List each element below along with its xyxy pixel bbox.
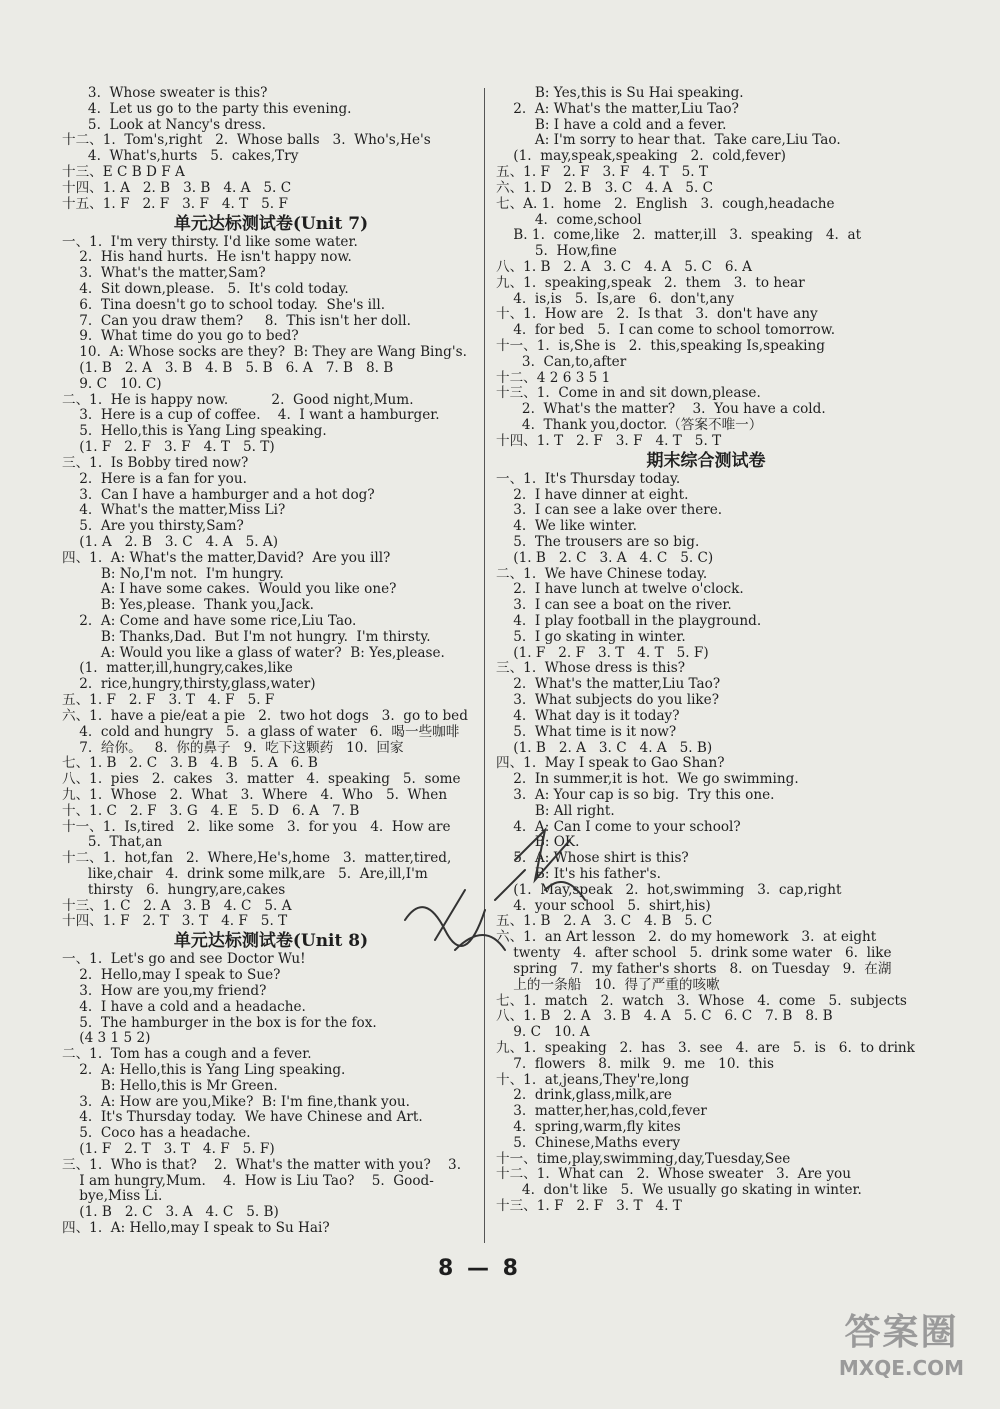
answer-line: 四、1. May I speak to Gao Shan? <box>496 755 725 772</box>
answer-line: 5. That,an <box>62 834 163 851</box>
answer-line: 3. How are you,my friend? <box>62 982 267 999</box>
answer-line: (1. May,speak 2. hot,swimming 3. cap,right <box>496 881 842 898</box>
answer-line: 4. is,is 5. Is,are 6. don't,any <box>496 290 735 307</box>
answer-line: 九、1. Whose 2. What 3. Where 4. Who 5. When <box>62 786 448 803</box>
answer-line: 十、1. at,jeans,They're,long <box>496 1071 690 1088</box>
right-answer-column <box>496 86 916 1215</box>
answer-line: B. 1. come,like 2. matter,ill 3. speaking 4. at <box>496 227 862 244</box>
answer-line: 5. Are you thirsty,Sam? <box>62 518 244 535</box>
answer-line: 4. for bed 5. I can come to school tomorrow. <box>496 322 836 339</box>
answer-line: 2. What's the matter,Liu Tao? <box>496 676 721 693</box>
answer-line: 5. How,fine <box>496 243 617 260</box>
answer-line: 五、1. F 2. F 3. F 4. T 5. T <box>496 164 708 181</box>
answer-line: 3. A: How are you,Mike? B: I'm fine,thank you. <box>62 1093 410 1110</box>
answer-line: 七、A. 1. home 2. English 3. cough,headache <box>496 195 835 212</box>
answer-line: 3. A: Your cap is so big. Try this one. <box>496 786 775 803</box>
answer-line: (1. B 2. C 3. A 4. C 5. C) <box>496 549 714 566</box>
answer-line: (1. F 2. F 3. T 4. T 5. F) <box>496 644 709 661</box>
section-title: 单元达标测试卷(Unit 7) <box>173 213 369 234</box>
answer-line: (1. B 2. A 3. B 4. B 5. B 6. A 7. B 8. B <box>62 360 394 376</box>
answer-line: 7. Can you draw them? 8. This isn't her doll. <box>62 312 411 329</box>
answer-line: (1. matter,ill,hungry,cakes,like <box>62 660 293 677</box>
answer-line: B: OK. <box>496 834 580 851</box>
answer-line: 2. I have dinner at eight. <box>496 486 689 503</box>
answer-line: B: Thanks,Dad. But I'm not hungry. I'm thirsty. <box>62 628 431 645</box>
answer-line: 2. A: What's the matter,Liu Tao? <box>496 100 739 117</box>
answer-line: 二、1. We have Chinese today. <box>496 565 708 582</box>
answer-line: 七、1. B 2. C 3. B 4. B 5. A 6. B <box>62 755 318 772</box>
answer-line: thirsty 6. hungry,are,cakes <box>62 881 286 898</box>
answer-line: 5. Coco has a headache. <box>62 1125 251 1142</box>
answer-line: 2. Here is a fan for you. <box>62 470 247 487</box>
answer-line: (1. F 2. T 3. T 4. F 5. F) <box>62 1141 275 1157</box>
answer-line: 4. spring,warm,fly kites <box>496 1119 681 1135</box>
answer-line: 5. Look at Nancy's dress. <box>62 116 266 133</box>
answer-line: 7. 给你。 8. 你的鼻子 9. 吃下这颗药 10. 回家 <box>62 739 404 756</box>
answer-line: 六、1. D 2. B 3. C 4. A 5. C <box>496 179 714 196</box>
answer-line: 十三、1. F 2. F 3. T 4. T <box>496 1198 682 1215</box>
answer-line: 9. What time do you go to bed? <box>62 328 299 345</box>
answer-line: 六、1. an Art lesson 2. do my homework 3. at eight <box>496 929 877 946</box>
answer-line: 4. come,school <box>496 211 642 228</box>
site-watermark-logo <box>819 1311 984 1391</box>
answer-line: like,chair 4. drink some milk,are 5. Are,ill,I'm <box>62 866 428 882</box>
answer-line: 4. It's Thursday today. We have Chinese and Art. <box>62 1109 423 1126</box>
answer-line: 4. your school 5. shirt,his) <box>496 897 711 914</box>
answer-line: 3. Can,to,after <box>496 353 627 370</box>
answer-line: A: Would you like a glass of water? B: Yes,please. <box>62 644 445 661</box>
answer-line: 十四、1. A 2. B 3. B 4. A 5. C <box>62 179 292 196</box>
answer-line: 5. The trousers are so big. <box>496 533 700 550</box>
answer-line: 4. cold and hungry 5. a glass of water 6. 喝一些咖啡 <box>62 723 460 740</box>
answer-line: 3. Can I have a hamburger and a hot dog? <box>62 486 375 503</box>
answer-line: 八、1. B 2. A 3. C 4. A 5. C 6. A <box>496 258 752 275</box>
answer-line: 五、1. B 2. A 3. C 4. B 5. C <box>496 913 713 930</box>
answer-line: 八、1. pies 2. cakes 3. matter 4. speaking 5. some <box>62 771 461 788</box>
answer-line: 10. A: Whose socks are they? B: They are Wang Bing's. <box>62 344 467 361</box>
answer-line: 十三、1. C 2. A 3. B 4. C 5. A <box>62 897 292 914</box>
answer-line: 2. rice,hungry,thirsty,glass,water) <box>62 676 316 693</box>
column-divider <box>484 88 485 1243</box>
left-answer-column <box>62 86 480 1237</box>
answer-line: 2. A: Hello,this is Yang Ling speaking. <box>62 1061 346 1078</box>
answer-line: 5. I go skating in winter. <box>496 628 686 645</box>
watermark-title: 答案圈 <box>844 1312 959 1353</box>
answer-line: 二、1. Tom has a cough and a fever. <box>62 1046 312 1063</box>
answer-line: 二、1. He is happy now. 2. Good night,Mum. <box>62 391 414 408</box>
answer-line: 4. What day is it today? <box>496 707 680 724</box>
answer-line: 三、1. Is Bobby tired now? <box>62 454 249 471</box>
answer-line: 十三、E C B D F A <box>62 164 185 181</box>
answer-line: 3. Here is a cup of coffee. 4. I want a hamburger. <box>62 407 440 424</box>
answer-line: (1. A 2. B 3. C 4. A 5. A) <box>62 533 279 550</box>
answer-line: 5. The hamburger in the box is for the fox. <box>62 1014 377 1031</box>
answer-line: 5. A: Whose shirt is this? <box>496 850 689 867</box>
answer-line: 五、1. F 2. F 3. T 4. F 5. F <box>62 692 275 709</box>
answer-line: 十、1. C 2. F 3. G 4. E 5. D 6. A 7. B <box>62 802 360 819</box>
answer-line: B: All right. <box>496 802 615 819</box>
watermark-url: MXQE.COM <box>838 1356 965 1380</box>
answer-line: B: Yes,this is Su Hai speaking. <box>496 85 744 101</box>
answer-line: 九、1. speaking 2. has 3. see 4. are 5. is 6. to drink <box>496 1039 915 1056</box>
answer-line: B: It's his father's. <box>496 866 661 882</box>
answer-line: 十二、1. hot,fan 2. Where,He's,home 3. matter,tired, <box>62 850 452 867</box>
answer-line: (1. B 2. C 3. A 4. C 5. B) <box>62 1204 279 1221</box>
answer-line: 四、1. A: What's the matter,David? Are you ill? <box>62 549 391 566</box>
answer-line: A: I have some cakes. Would you like one? <box>62 581 397 598</box>
answer-line: 4. I play football in the playground. <box>496 613 762 629</box>
answer-line: 7. flowers 8. milk 9. me 10. this <box>496 1055 774 1072</box>
answer-line: 9. C 10. A <box>496 1024 590 1041</box>
answer-line: B: No,I'm not. I'm hungry. <box>62 565 284 582</box>
answer-line: 十四、1. T 2. F 3. F 4. T 5. T <box>496 432 722 449</box>
answer-line: 七、1. match 2. watch 3. Whose 4. come 5. subjects <box>496 992 907 1009</box>
answer-line: 三、1. Who is that? 2. What's the matter with you? 3. <box>62 1156 462 1173</box>
answer-line: 3. What subjects do you like? <box>496 692 719 709</box>
answer-line: 十、1. How are 2. Is that 3. don't have any <box>496 306 818 323</box>
answer-line: (1. may,speak,speaking 2. cold,fever) <box>496 148 786 165</box>
page-number: 8 — 8 <box>438 1256 521 1281</box>
answer-line: 5. Chinese,Maths every <box>496 1134 681 1151</box>
answer-line: 上的一条船 10. 得了严重的咳嗽 <box>496 976 720 993</box>
answer-line: (4 3 1 5 2) <box>62 1030 151 1047</box>
answer-line: 3. matter,her,has,cold,fever <box>496 1103 707 1120</box>
answer-line: spring 7. my father's shorts 8. on Tuesday 9. 在湖 <box>496 960 892 977</box>
section-title: 期末综合测试卷 <box>646 450 766 471</box>
answer-line: 2. I have lunch at twelve o'clock. <box>496 581 744 598</box>
answer-line: 十一、1. is,She is 2. this,speaking Is,speaking <box>496 338 825 354</box>
answer-line: 2. drink,glass,milk,are <box>496 1087 672 1104</box>
answer-line: 6. Tina doesn't go to school today. She's ill. <box>62 296 386 313</box>
answer-line: 4. Sit down,please. 5. It's cold today. <box>62 280 349 297</box>
answer-line: 3. What's the matter,Sam? <box>62 265 266 282</box>
answer-line: 十二、4 2 6 3 5 1 <box>496 369 611 386</box>
answer-line: 八、1. B 2. A 3. B 4. A 5. C 6. C 7. B 8. B <box>496 1008 833 1025</box>
answer-line: 2. What's the matter? 3. You have a cold. <box>496 401 826 418</box>
answer-line: 2. In summer,it is hot. We go swimming. <box>496 771 799 788</box>
answer-line: 4. What's the matter,Miss Li? <box>62 502 286 519</box>
answer-line: B: Yes,please. Thank you,Jack. <box>62 597 315 614</box>
answer-line: 十五、1. F 2. F 3. F 4. T 5. F <box>62 195 288 212</box>
answer-line: 2. Hello,may I speak to Sue? <box>62 967 281 984</box>
answer-line: 2. A: Come and have some rice,Liu Tao. <box>62 613 357 629</box>
answer-line: 十一、1. Is,tired 2. like some 3. for you 4. How are <box>62 818 451 835</box>
answer-line: 4. We like winter. <box>496 518 637 535</box>
answer-line: 4. A: Can I come to your school? <box>496 818 741 835</box>
answer-line: 一、1. I'm very thirsty. I'd like some water. <box>62 233 358 250</box>
answer-line: 2. His hand hurts. He isn't happy now. <box>62 249 352 266</box>
answer-line: 十三、1. Come in and sit down,please. <box>496 385 761 402</box>
answer-line: 4. don't like 5. We usually go skating in winter. <box>496 1182 862 1199</box>
answer-line: A: I'm sorry to hear that. Take care,Liu Tao. <box>496 132 841 149</box>
answer-line: B: I have a cold and a fever. <box>496 116 727 133</box>
answer-line: I am hungry,Mum. 4. How is Liu Tao? 5. Good- <box>62 1172 434 1189</box>
answer-line: 3. I can see a lake over there. <box>496 502 723 519</box>
answer-line: 三、1. Whose dress is this? <box>496 660 686 677</box>
answer-line: 十一、time,play,swimming,day,Tuesday,See <box>496 1150 791 1167</box>
section-title: 单元达标测试卷(Unit 8) <box>173 931 369 952</box>
answer-line: twenty 4. after school 5. drink some water 6. like <box>496 945 892 962</box>
answer-line: 5. Hello,this is Yang Ling speaking. <box>62 423 327 440</box>
answer-line: 四、1. A: Hello,may I speak to Su Hai? <box>62 1220 330 1237</box>
answer-line: 十二、1. Tom's,right 2. Whose balls 3. Who's,He's <box>62 132 431 149</box>
answer-line: bye,Miss Li. <box>62 1188 163 1205</box>
answer-line: 一、1. It's Thursday today. <box>496 470 681 487</box>
handwritten-scribble <box>395 800 605 970</box>
answer-line: 9. C 10. C) <box>62 375 162 392</box>
answer-line: 5. What time is it now? <box>496 723 677 740</box>
answer-line: (1. B 2. A 3. C 4. A 5. B) <box>496 739 713 756</box>
answer-line: 十二、1. What can 2. Whose sweater 3. Are you <box>496 1166 851 1183</box>
answer-line: 六、1. have a pie/eat a pie 2. two hot dogs 3. go to bed <box>62 707 468 724</box>
answer-line: 4. Thank you,doctor.（答案不唯一） <box>496 417 763 434</box>
answer-line: 4. Let us go to the party this evening. <box>62 100 352 117</box>
answer-line: B: Hello,this is Mr Green. <box>62 1077 278 1094</box>
answer-line: 九、1. speaking,speak 2. them 3. to hear <box>496 274 805 291</box>
answer-line: 4. What's,hurts 5. cakes,Try <box>62 148 299 165</box>
answer-line: 4. I have a cold and a headache. <box>62 998 306 1015</box>
answer-line: 3. I can see a boat on the river. <box>496 597 732 614</box>
answer-line: 十四、1. F 2. T 3. T 4. F 5. T <box>62 913 288 930</box>
answer-line: 一、1. Let's go and see Doctor Wu! <box>62 951 306 968</box>
answer-line: (1. F 2. F 3. F 4. T 5. T) <box>62 439 275 456</box>
answer-line: 3. Whose sweater is this? <box>62 85 268 101</box>
